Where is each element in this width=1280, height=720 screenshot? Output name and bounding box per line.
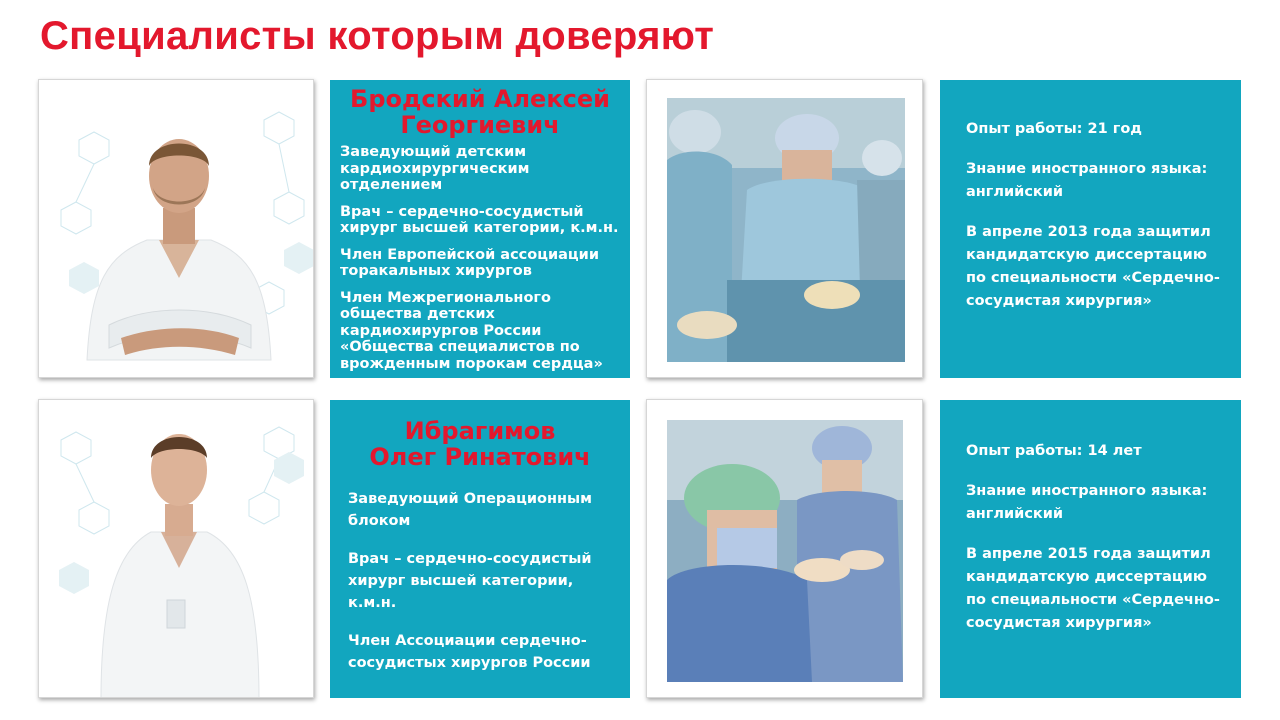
portrait-photo-ibragimov: [38, 399, 314, 698]
experience-text: Опыт работы: 14 лет: [966, 443, 1142, 459]
specialist-info-text: [966, 118, 1228, 330]
surgery-photo-2: [646, 399, 923, 698]
language-text: Знание иностранного языка: английский: [966, 161, 1208, 200]
duty-item: Врач – сердечно-сосудистый хирург высшей категории, к.м.н.: [348, 551, 592, 611]
dissertation-text: В апреле 2013 года защитил кандидатскую диссертацию по специальности «Сердечно-сосудистая хирургия»: [966, 224, 1220, 309]
specialist-card-ibragimov: [330, 400, 630, 698]
specialist-duties: [340, 144, 626, 382]
portrait-photo-brodsky: [38, 79, 314, 378]
specialist-info-brodsky: [940, 80, 1241, 378]
specialist-name: Бродский Алексей Георгиевич: [350, 85, 610, 139]
specialist-duties: [348, 488, 622, 684]
specialist-card-brodsky: [330, 80, 630, 378]
surgery-photo-1: [646, 79, 923, 378]
duty-item: Заведующий детским кардиохирургическим отделением: [340, 144, 530, 193]
page-title: Специалисты которым доверяют: [40, 14, 715, 58]
duty-item: Заведующий Операционным блоком: [348, 491, 592, 529]
duty-item: Член Межрегионального общества детских кардиохирургов России «Общества специалистов по врожденным порокам сердца»: [340, 289, 603, 372]
language-text: Знание иностранного языка: английский: [966, 483, 1208, 522]
specialist-info-ibragimov: [940, 400, 1241, 698]
specialist-info-text: [966, 440, 1228, 652]
experience-text: Опыт работы: 21 год: [966, 121, 1142, 137]
specialist-name: Ибрагимов Олег Ринатович: [369, 417, 591, 471]
duty-item: Член Ассоциации сердечно-сосудистых хирургов России: [348, 633, 591, 671]
duty-item: Врач – сердечно-сосудистый хирург высшей категории, к.м.н.: [340, 203, 619, 236]
duty-item: Член Европейской ассоциации торакальных хирургов: [340, 246, 599, 279]
dissertation-text: В апреле 2015 года защитил кандидатскую диссертацию по специальности «Сердечно-сосудистая хирургия»: [966, 546, 1220, 631]
